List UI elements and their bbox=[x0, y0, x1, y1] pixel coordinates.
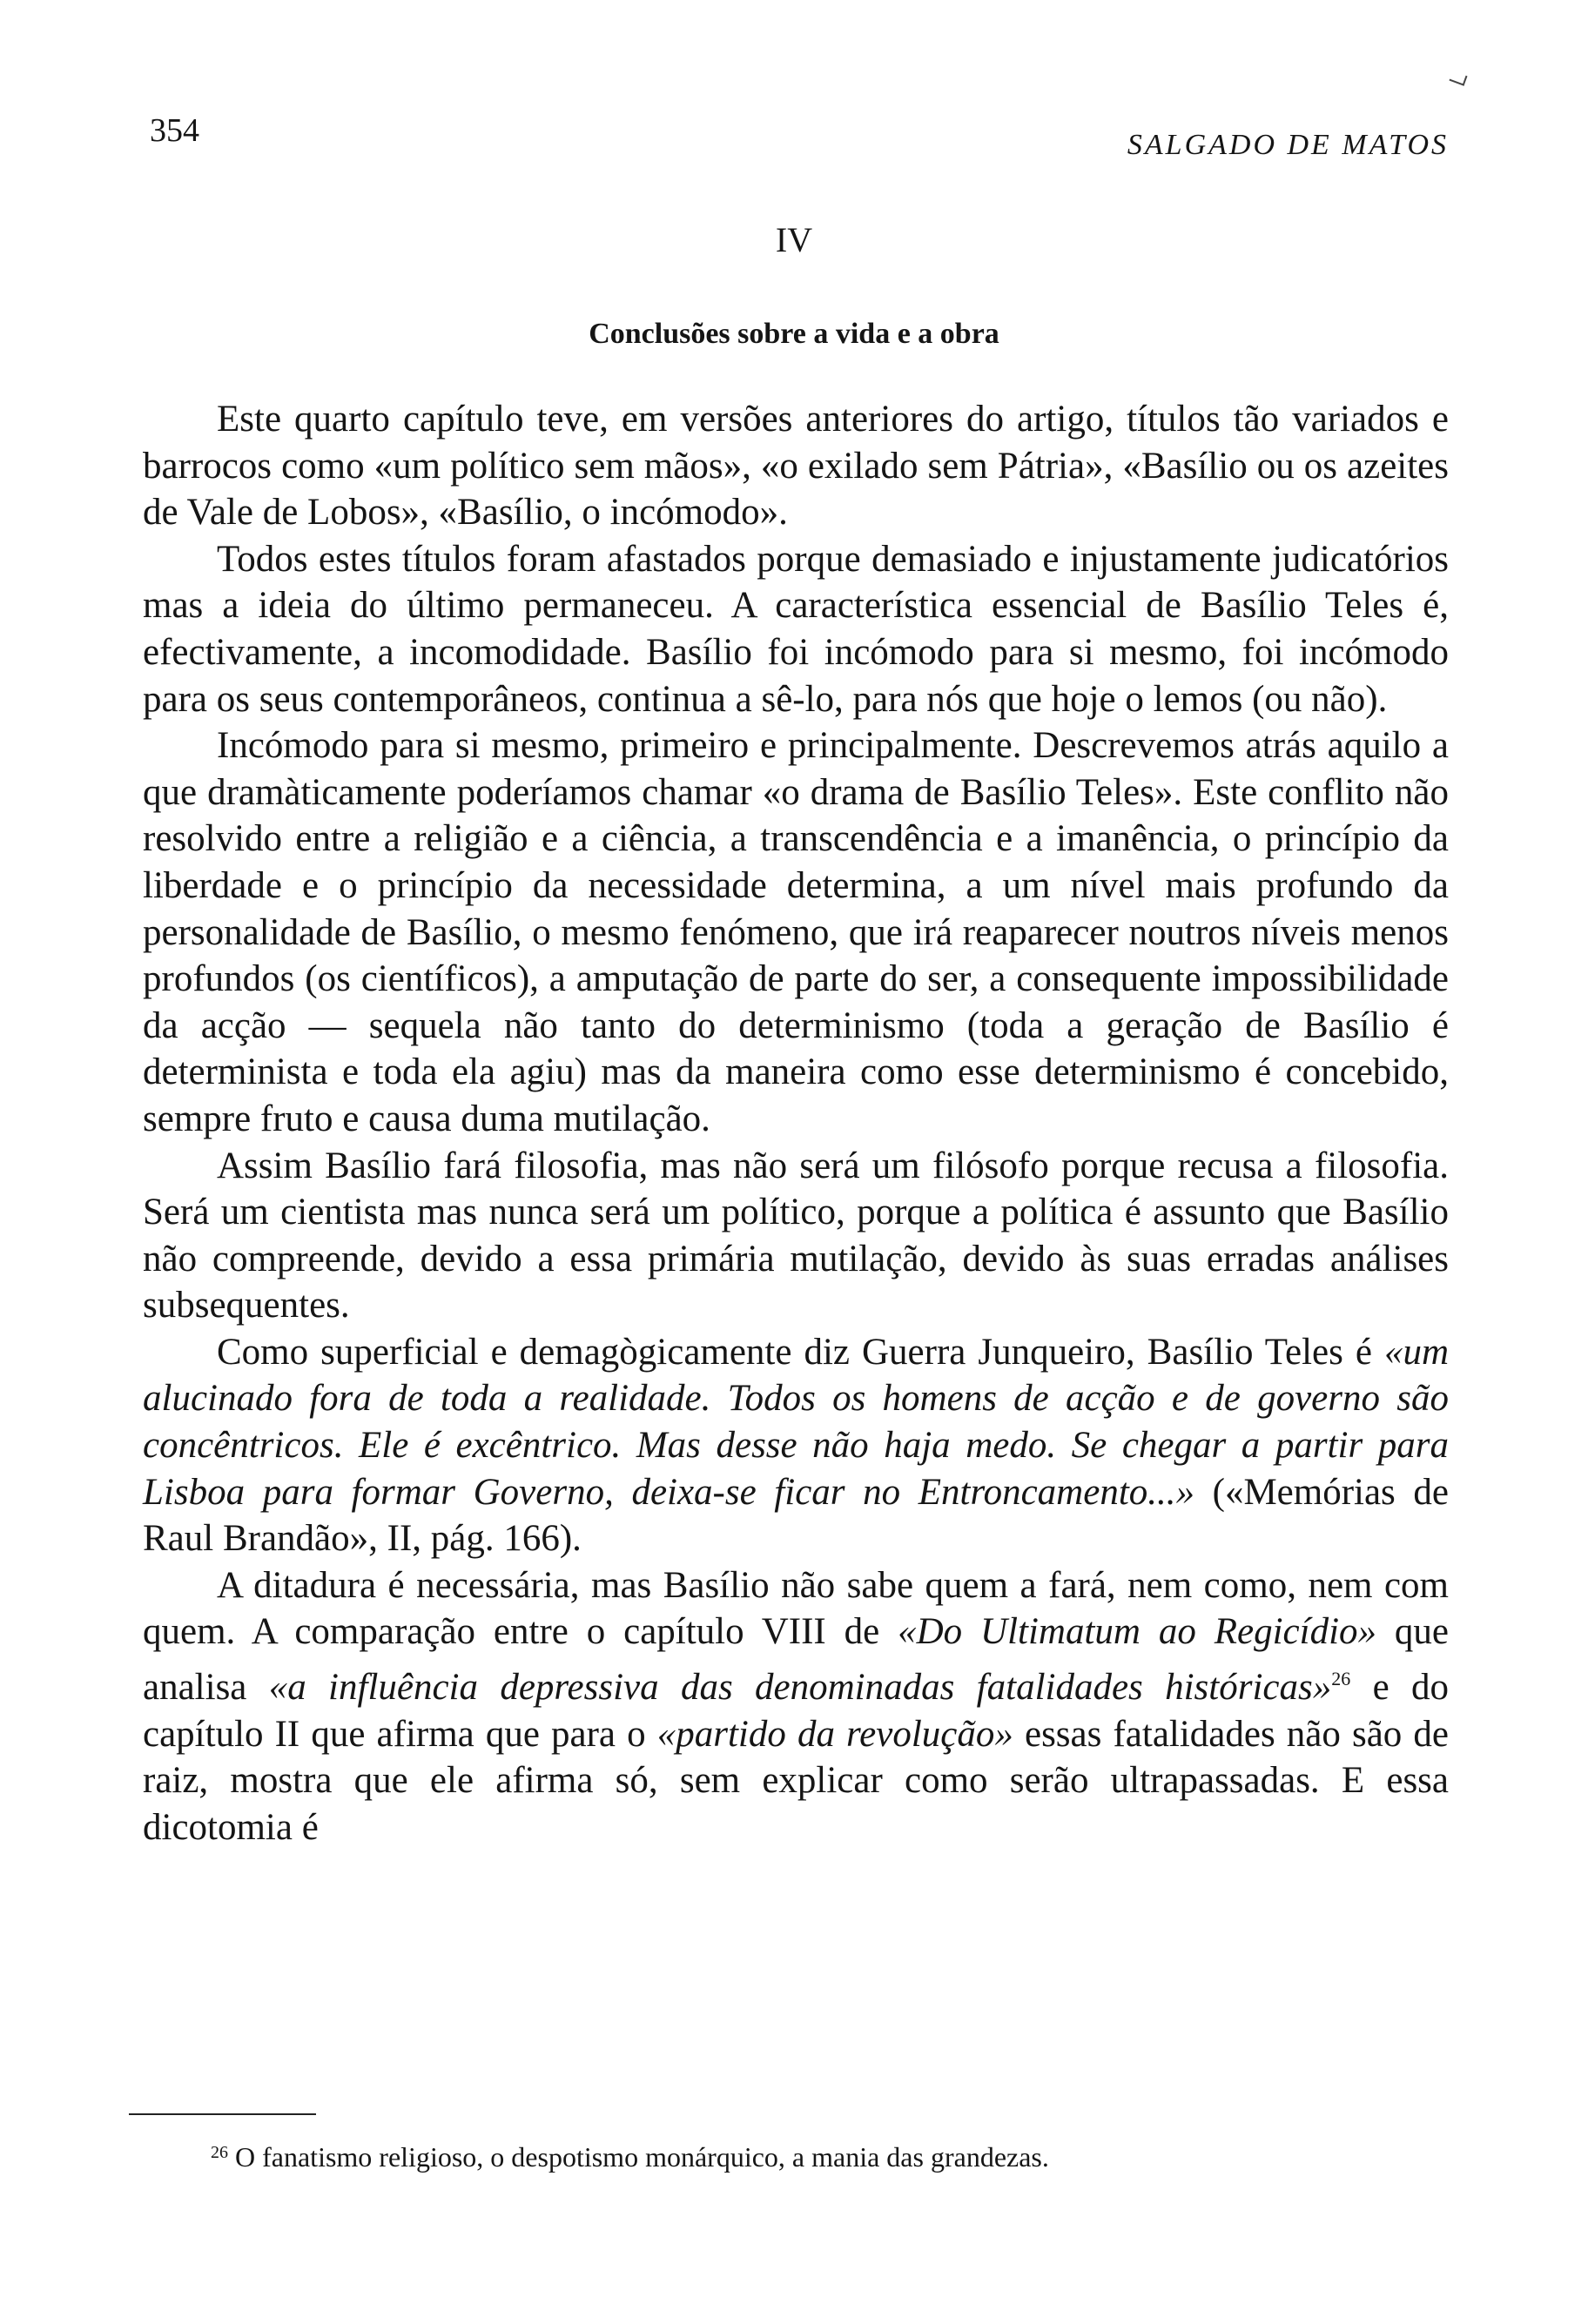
paragraph-6-part-e: e do capítulo II que afirma que para o bbox=[143, 1667, 1449, 1755]
influence-quote: «a influência depressiva das denominadas fatalidades históricas» bbox=[268, 1667, 1332, 1709]
footnote-text: O fanatismo religioso, o despotismo monárquico, a mania das grandezas. bbox=[235, 2141, 1049, 2173]
chapter-number: IV bbox=[775, 220, 813, 259]
paragraph-6 bbox=[143, 1562, 1449, 1851]
paragraph-2: Todos estes títulos foram afastados porque demasiado e injustamente judicatórios mas a ideia do último permaneceu. A característica essencial de Basílio Teles é, efectivamente, a incomodidade. Basílio foi incómodo para si mesmo, foi incómodo para os seus contemporâneos, continua a sê-lo, para nós que hoje o lemos (ou não). bbox=[143, 538, 1449, 720]
paragraph-5-intro: Como superficial e demagògicamente diz Guerra Junqueiro, Basílio Teles é bbox=[217, 1331, 1384, 1373]
paragraph-3: Incómodo para si mesmo, primeiro e principalmente. Descrevemos atrás aquilo a que dramàticamente poderíamos chamar «o drama de Basílio Teles». Este conflito não resolvido entre a religião e a ciência, a transcendência e a imanência, o princípio da liberdade e o princípio da necessidade determina, a um nível mais profundo da personalidade de Basílio, o mesmo fenómeno, que irá reaparecer noutros níveis menos profundos (os científicos), a amputação de parte do ser, a consequente impossibilidade da acção — sequela não tanto do determinismo (toda a geração de Basílio é determinista e toda ela agiu) mas da maneira como esse determinismo é concebido, sempre fruto e causa duma mutilação. bbox=[143, 725, 1449, 1139]
page-number: 354 bbox=[150, 112, 199, 149]
footnote-number: 26 bbox=[211, 2143, 228, 2162]
footnote-divider bbox=[129, 2113, 316, 2115]
chapter-heading: Conclusões sobre a vida e a obra bbox=[589, 318, 999, 350]
paragraph-5 bbox=[143, 1329, 1449, 1562]
footnote-reference: 26 bbox=[1331, 1668, 1351, 1690]
body-text bbox=[143, 396, 1449, 1850]
book-title-quote: «Do Ultimatum ao Regicídio» bbox=[898, 1611, 1377, 1653]
paragraph-4: Assim Basílio fará filosofia, mas não será um filósofo porque recusa a filosofia. Será um cientista mas nunca será um político, porque a política é assunto que Basílio não compreende, devido a essa primária mutilação, devido às suas erradas análises subsequentes. bbox=[143, 1145, 1449, 1327]
junqueiro-quote: «um alucinado fora de toda a realidade. Todos os homens de acção e de governo são concêntricos. Ele é excêntrico. Mas desse não haja medo. Se chegar a partir para Lisboa para formar Governo, deixa-se ficar no Entroncamento...» bbox=[143, 1331, 1449, 1513]
paragraph-6-part-a: A ditadura é necessária, mas Basílio não sabe quem a fará, nem como, nem com quem. A comparação entre o capítulo VIII de bbox=[143, 1564, 1449, 1653]
paragraph-6-part-g: essas fatalidades não são de raiz, mostra que ele afirma só, sem explicar como serão ultrapassadas. E essa dicotomia é bbox=[143, 1713, 1449, 1848]
paragraph-6-part-c: que analisa bbox=[143, 1611, 1449, 1709]
pencil-mark-icon bbox=[1449, 71, 1467, 85]
paragraph-5-citation: («Memórias de Raul Brandão», II, pág. 166). bbox=[143, 1471, 1449, 1560]
running-title: SALGADO DE MATOS bbox=[1127, 129, 1449, 161]
paragraph-1: Este quarto capítulo teve, em versões anteriores do artigo, títulos tão variados e barrocos como «um político sem mãos», «o exilado sem Pátria», «Basílio ou os azeites de Vale de Lobos», «Basílio, o incómodo». bbox=[143, 399, 1449, 534]
footnote bbox=[211, 2141, 1049, 2173]
revolution-party-quote: «partido da revolução» bbox=[656, 1713, 1013, 1755]
